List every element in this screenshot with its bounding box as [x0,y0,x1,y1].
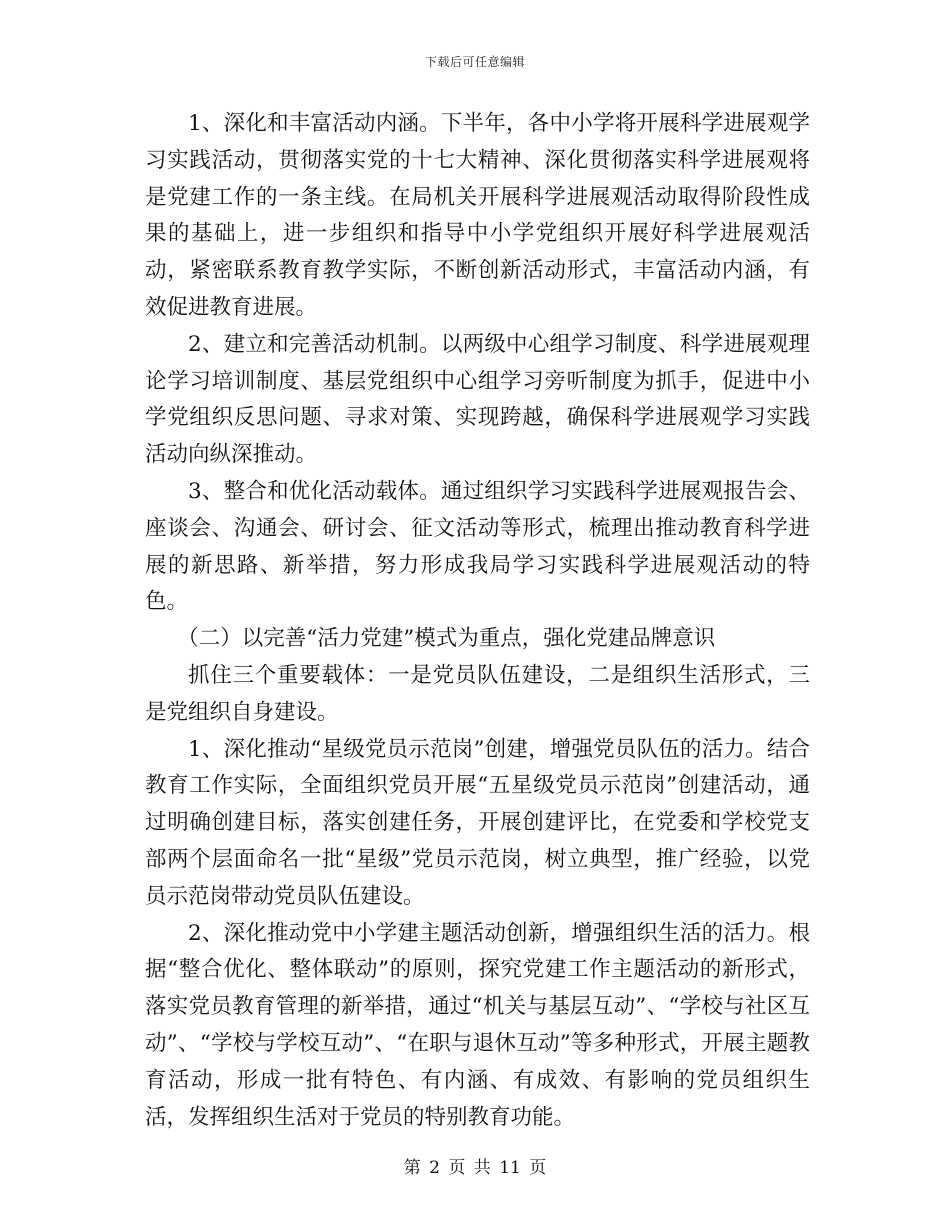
document-body [145,106,810,1136]
paragraph-three-carriers: 抓住三个重要载体：一是党员队伍建设，二是组织生活形式，三是党组织自身建设。 [145,662,810,725]
paragraph-theme-activity-innovation: 2、深化推动党中小学建主题活动创新，增强组织生活的活力。根据“整合优化、整体联动”的原则，探究党建工作主题活动的新形式，落实党员教育管理的新举措，通过“机关与基层互动”、“学校与社区互动”、“学校与学校互动”、“在职与退休互动”等多种形式，开展主题教育活动，形成一批有特色、有内涵、有成效、有影响的党员组织生活，发挥组织生活对于党员的特别教育功能。 [145,920,810,1130]
section-heading-vitality-party: （二）以完善“活力党建”模式为重点，强化党建品牌意识 [177,626,716,652]
paragraph-star-member-post: 1、深化推动“星级党员示范岗”创建，增强党员队伍的活力。结合教育工作实际，全面组织党员开展“五星级党员示范岗”创建活动，通过明确创建目标，落实创建任务，开展创建评比，在党委和学校党支部两个层面命名一批“星级”党员示范岗，树立典型，推广经验，以党员示范岗带动党员队伍建设。 [145,736,810,909]
page-header: 下载后可任意编辑 [424,55,525,69]
paragraph-activity-mechanism: 2、建立和完善活动机制。以两级中心组学习制度、科学进展观理论学习培训制度、基层党组织中心组学习旁听制度为抓手，促进中小学党组织反思问题、寻求对策、实现跨越，确保科学进展观学习实践活动向纵深推动。 [145,331,810,468]
paragraph-activity-carrier: 3、整合和优化活动载体。通过组织学习实践科学进展观报告会、座谈会、沟通会、研讨会、征文活动等形式，梳理出推动教育科学进展的新思路、新举措，努力形成我局学习实践科学进展观活动的特色。 [145,478,810,615]
page-footer: 第 2 页 共 11 页 [403,1158,547,1178]
paragraph-deepen-activities: 1、深化和丰富活动内涵。下半年，各中小学将开展科学进展观学习实践活动，贯彻落实党的十七大精神、深化贯彻落实科学进展观将是党建工作的一条主线。在局机关开展科学进展观活动取得阶段性成果的基础上，进一步组织和指导中小学党组织开展好科学进展观活动，紧密联系教育教学实际，不断创新活动形式，丰富活动内涵，有效促进教育进展。 [145,111,810,320]
